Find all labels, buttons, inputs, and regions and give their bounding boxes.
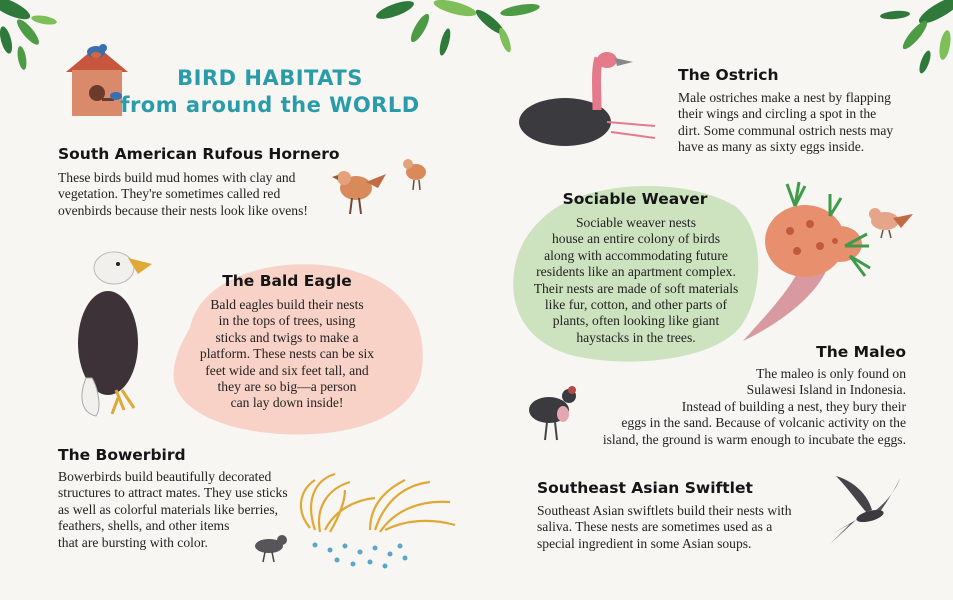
- maleo-heading: The Maleo: [816, 343, 906, 361]
- bower-nest-icon: [245, 470, 463, 575]
- maleo-icon: [525, 382, 590, 447]
- hornero-bird-icon: [328, 152, 438, 222]
- bald-eagle-text: Bald eagles build their nests in the tops of trees, using sticks and twigs to make a platform. These nests can be six feet wide and six feet tall, and they are so big—a person can lay down inside!: [199, 297, 375, 411]
- ostrich-icon: [515, 50, 655, 150]
- hornero-heading: South American Rufous Hornero: [58, 145, 340, 163]
- bald-eagle-icon: [68, 248, 163, 423]
- bowerbird-text: Bowerbirds build beautifully decorated structures to attract mates. They use sticks as well as colorful materials like berries, feathers, shells, and other items that are bursting with color.: [58, 469, 288, 550]
- ostrich-text: Male ostriches make a nest by flapping their wings and circling a spot in the dirt. Some communal ostrich nests may have as many as sixty eggs inside.: [678, 90, 894, 155]
- bald-eagle-heading: The Bald Eagle: [222, 272, 352, 290]
- weaver-heading: Sociable Weaver: [562, 190, 708, 208]
- bowerbird-heading: The Bowerbird: [58, 446, 186, 464]
- swiftlet-text: Southeast Asian swiftlets build their nests with saliva. These nests are sometimes used as a special ingredient in some Asian soups.: [537, 503, 792, 551]
- maleo-text: The maleo is only found on Sulawesi Island in Indonesia. Instead of building a nest, they bury their eggs in the sand. Because of volcanic activity on the island, the ground is warm enough to incubate the eggs.: [602, 366, 906, 447]
- swiftlet-icon: [826, 472, 906, 550]
- swiftlet-heading: Southeast Asian Swiftlet: [537, 479, 753, 497]
- weaver-text: Sociable weaver nests house an entire colony of birds along with accommodating future residents like an apartment complex. Their nests are made of soft materials like fur, cotton, and other parts of plants, often looking like giant haystacks in the trees.: [533, 215, 739, 345]
- ostrich-heading: The Ostrich: [678, 66, 779, 84]
- page-title-line1: BIRD HABITATS: [177, 66, 363, 90]
- weaver-nest-icon: [735, 176, 920, 346]
- page-title-line2: from around the WORLD: [120, 93, 420, 117]
- hornero-text: These birds build mud homes with clay and vegetation. They're sometimes called red ovenbirds because their nests look like ovens!: [58, 170, 308, 218]
